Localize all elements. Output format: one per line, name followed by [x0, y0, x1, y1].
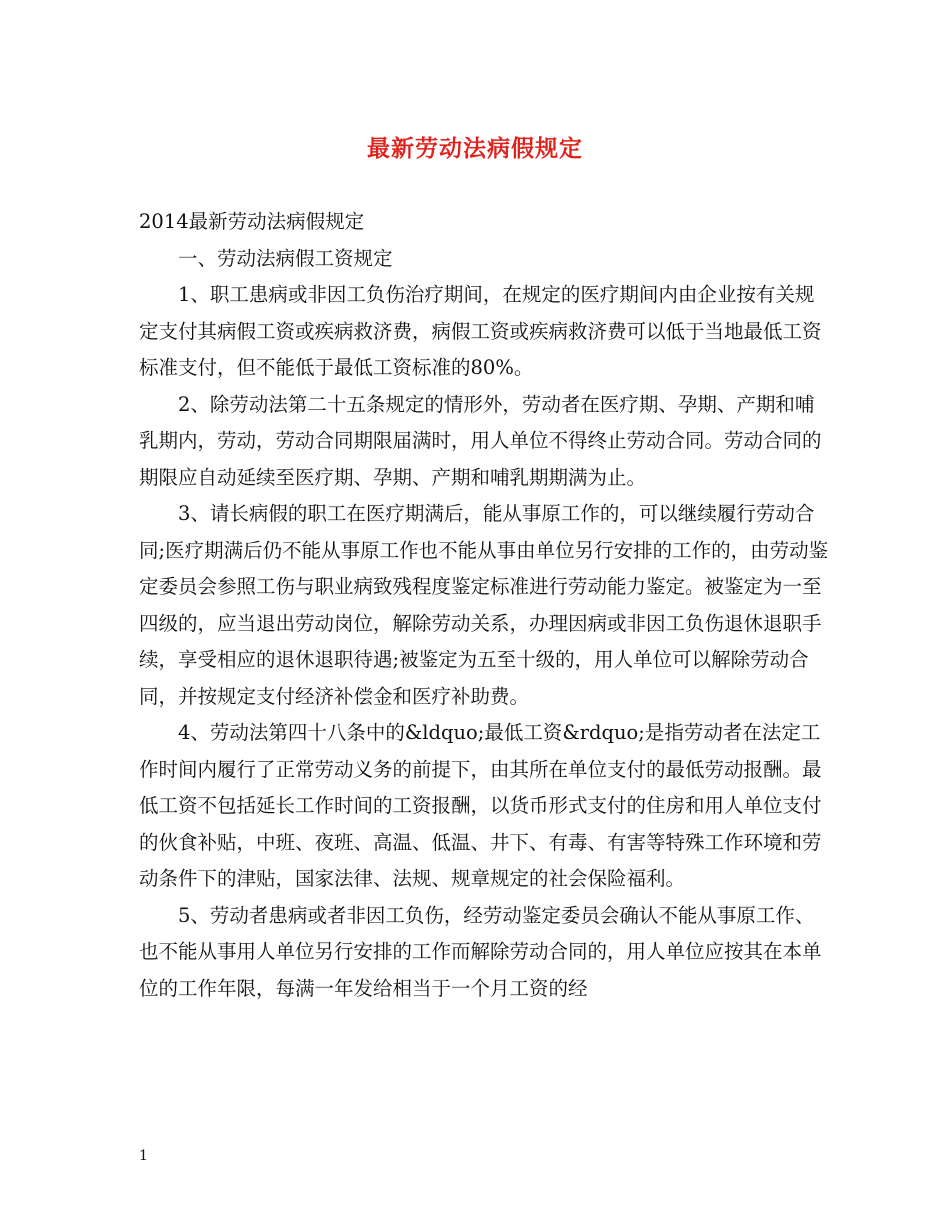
paragraph-1: 1、职工患病或非因工负伤治疗期间，在规定的医疗期间内由企业按有关规定支付其病假工资或疾病救济费，病假工资或疾病救济费可以低于当地最低工资标准支付，但不能低于最低工资标准的80%。 — [139, 283, 822, 379]
paragraph-5: 5、劳动者患病或者非因工负伤，经劳动鉴定委员会确认不能从事原工作、也不能从事用人单位另行安排的工作而解除劳动合同的，用人单位应按其在本单位的工作年限，每满一年发给相当于一个月工资的经 — [139, 903, 822, 1000]
document-subtitle: 2014最新劳动法病假规定 — [139, 210, 365, 233]
paragraph-4: 4、劳动法第四十八条中的&ldquo;最低工资&rdquo;是指劳动者在法定工作时间内履行了正常劳动义务的前提下，由其所在单位支付的最低劳动报酬。最低工资不包括延长工作时间的工资报酬，以货币形式支付的住房和用人单位支付的伙食补贴，中班、夜班、高温、低温、井下、有毒、有害等特殊工作环境和劳动条件下的津贴，国家法律、法规、规章规定的社会保险福利。 — [139, 721, 822, 890]
document-body — [139, 204, 829, 1007]
paragraph-3: 3、请长病假的职工在医疗期满后，能从事原工作的，可以继续履行劳动合同;医疗期满后仍不能从事原工作也不能从事由单位另行安排的工作的，由劳动鉴定委员会参照工伤与职业病致残程度鉴定标准进行劳动能力鉴定。被鉴定为一至四级的，应当退出劳动岗位，解除劳动关系，办理因病或非因工负伤退休退职手续，享受相应的退休退职待遇;被鉴定为五至十级的，用人单位可以解除劳动合同，并按规定支付经济补偿金和医疗补助费。 — [139, 502, 829, 708]
paragraph-2: 2、除劳动法第二十五条规定的情形外，劳动者在医疗期、孕期、产期和哺乳期内，劳动，劳动合同期限届满时，用人单位不得终止劳动合同。劳动合同的期限应自动延续至医疗期、孕期、产期和哺乳期期满为止。 — [139, 392, 822, 489]
section-heading: 一、劳动法病假工资规定 — [178, 246, 393, 270]
page-number: 1 — [139, 1148, 148, 1164]
document-title: 最新劳动法病假规定 — [367, 135, 583, 162]
